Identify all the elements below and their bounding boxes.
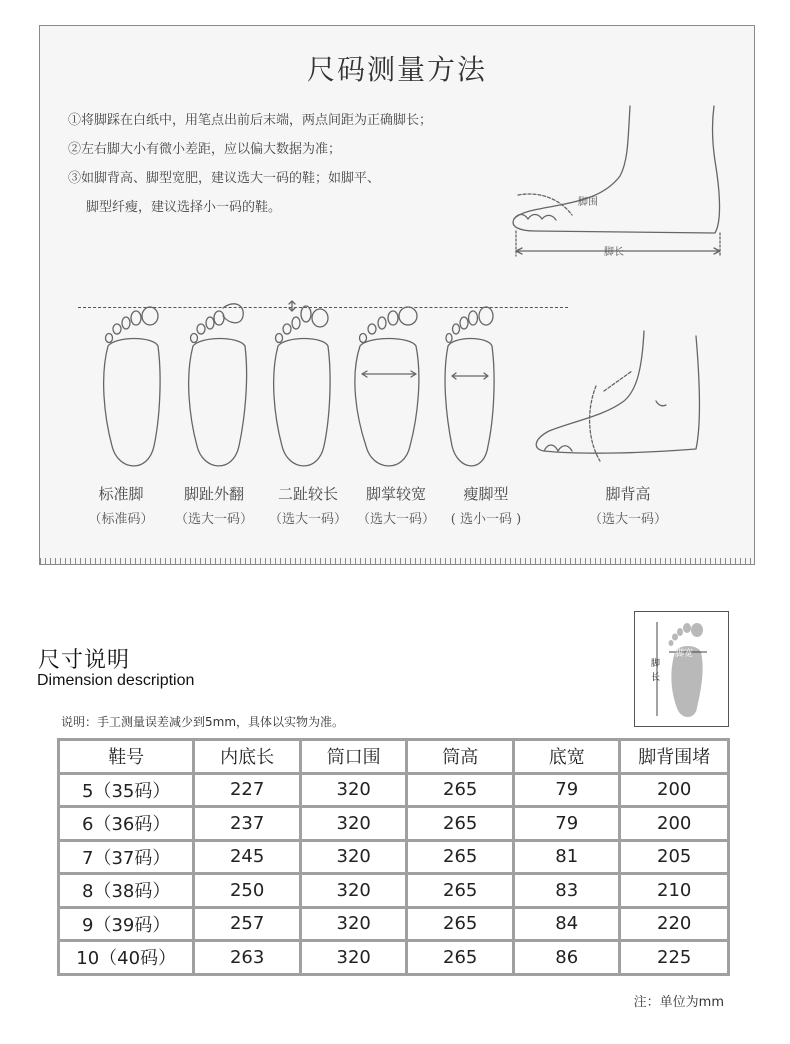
table-cell: 200 [620, 807, 729, 841]
slim-foot-icon [438, 306, 502, 476]
table-cell: 81 [513, 840, 619, 874]
long-second-toe-foot-icon [268, 301, 338, 476]
measurement-note: 说明：手工测量误差减少到5mm，具体以实物为准。 [61, 715, 345, 729]
table-row [59, 840, 729, 874]
foot-length-label-2: 长 [651, 673, 661, 683]
panel-title: 尺码测量方法 [306, 53, 487, 86]
table-cell: 320 [300, 773, 407, 807]
column-header: 筒高 [407, 740, 514, 774]
foot-type-name: 脚趾外翻 [183, 485, 244, 503]
table-cell: 257 [194, 907, 301, 941]
table-cell: 265 [407, 874, 514, 908]
table-cell: 265 [407, 907, 514, 941]
table-cell: 245 [194, 840, 301, 874]
high-instep-foot-icon [524, 331, 704, 471]
table-cell: 10（40码） [59, 941, 194, 975]
table-cell: 5（35码） [59, 773, 194, 807]
foot-length-label-1: 脚 [651, 659, 661, 669]
table-cell: 320 [300, 941, 407, 975]
table-cell: 320 [300, 907, 407, 941]
foot-type-advice: ( 选小一码 ) [450, 512, 522, 527]
foot-type-name: 二趾较长 [277, 485, 338, 503]
footprint-icon [635, 612, 728, 726]
table-cell: 320 [300, 840, 407, 874]
step-2: ②左右脚大小有微小差距，应以偏大数据为准； [68, 142, 342, 157]
table-cell: 320 [300, 874, 407, 908]
measurement-steps [68, 106, 432, 222]
table-cell: 320 [300, 807, 407, 841]
foot-type-slim [438, 483, 534, 527]
girth-label: 脚围 [578, 197, 598, 208]
foot-width-label: 脚宽 [675, 649, 694, 659]
table-cell: 79 [513, 807, 619, 841]
table-cell: 86 [513, 941, 619, 975]
table-cell: 205 [620, 840, 729, 874]
dimension-subtitle: Dimension description [37, 672, 195, 689]
foot-type-advice: （选大一码） [268, 512, 347, 527]
dimension-title: 尺寸说明 [38, 648, 131, 673]
table-cell: 265 [407, 807, 514, 841]
table-cell: 237 [194, 807, 301, 841]
table-header-row [59, 740, 729, 774]
foot-type-name: 脚掌较宽 [365, 485, 426, 503]
table-cell: 79 [513, 773, 619, 807]
table-row [59, 807, 729, 841]
table-cell: 265 [407, 773, 514, 807]
table-cell: 9（39码） [59, 907, 194, 941]
table-row [59, 941, 729, 975]
standard-foot-icon [98, 306, 168, 476]
length-label: 脚长 [604, 247, 624, 258]
side-foot-illustration [500, 101, 730, 261]
column-header: 筒口围 [300, 740, 407, 774]
table-cell: 263 [194, 941, 301, 975]
table-cell: 200 [620, 773, 729, 807]
size-table [57, 738, 730, 976]
table-row [59, 907, 729, 941]
table-cell: 83 [513, 874, 619, 908]
table-cell: 250 [194, 874, 301, 908]
measurement-method-panel [39, 25, 755, 565]
foot-type-advice: （选大一码） [356, 512, 435, 527]
bunion-foot-icon [183, 298, 253, 476]
unit-note: 注：单位为mm [633, 995, 724, 1010]
wide-forefoot-icon [350, 306, 428, 476]
foot-width-diagram [634, 611, 729, 727]
table-cell: 265 [407, 941, 514, 975]
foot-type-advice: （选大一码） [174, 512, 253, 527]
foot-type-name: 瘦脚型 [463, 485, 509, 503]
table-cell: 210 [620, 874, 729, 908]
table-row [59, 874, 729, 908]
foot-type-name: 脚背高 [605, 485, 651, 503]
column-header: 脚背围堵 [620, 740, 729, 774]
foot-type-long-second-toe [262, 483, 354, 527]
column-header: 内底长 [194, 740, 301, 774]
table-cell: 265 [407, 840, 514, 874]
table-row [59, 773, 729, 807]
table-cell: 227 [194, 773, 301, 807]
column-header: 底宽 [513, 740, 619, 774]
table-cell: 6（36码） [59, 807, 194, 841]
table-cell: 220 [620, 907, 729, 941]
ruler-scale [40, 554, 754, 564]
table-cell: 84 [513, 907, 619, 941]
foot-type-standard [80, 483, 162, 527]
step-3-continued: 脚型纤瘦，建议选择小一码的鞋。 [86, 200, 282, 215]
table-cell: 7（37码） [59, 840, 194, 874]
column-header: 鞋号 [59, 740, 194, 774]
table-cell: 225 [620, 941, 729, 975]
foot-type-high-instep [578, 483, 678, 527]
foot-type-wide-forefoot [350, 483, 442, 527]
table-cell: 8（38码） [59, 874, 194, 908]
foot-type-advice: （标准码） [88, 512, 154, 527]
foot-type-bunion [168, 483, 260, 527]
step-3: ③如脚背高、脚型宽肥，建议选大一码的鞋；如脚平、 [68, 171, 381, 186]
foot-type-advice: （选大一码） [588, 512, 667, 527]
step-1: ①将脚踩在白纸中，用笔点出前后末端，两点间距为正确脚长； [68, 113, 433, 128]
foot-type-name: 标准脚 [98, 485, 144, 503]
